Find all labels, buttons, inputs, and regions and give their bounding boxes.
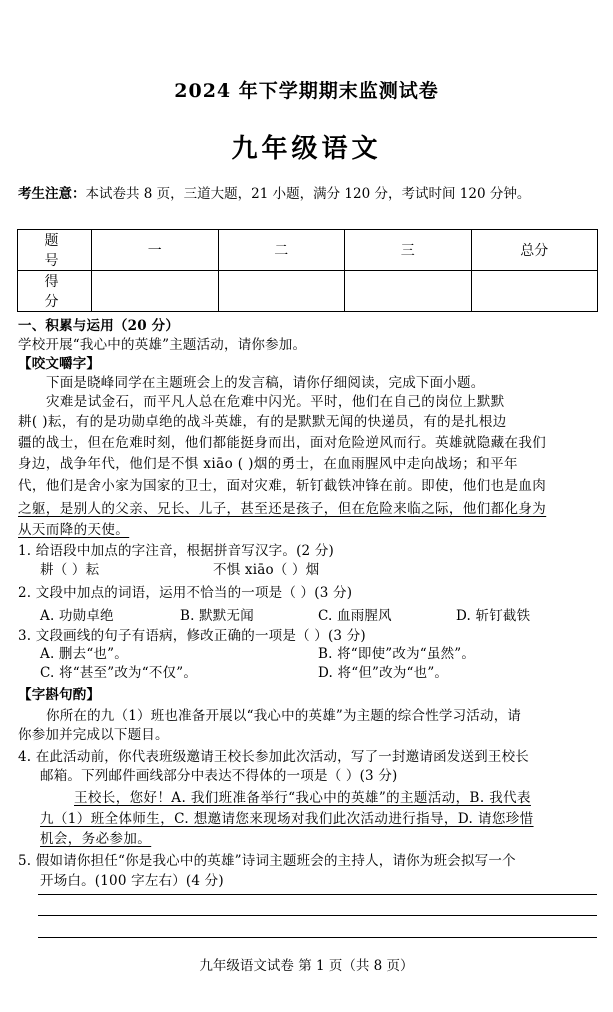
passage-line: 身边，战争年代，他们是不惧 xiāo ( )烟的勇士，在血雨腥风中走向战场；和平年 (18, 456, 518, 472)
part-title: 【字斟句酌】 (18, 687, 101, 703)
question-2-stem: 2. 文段中加点的词语，运用不恰当的一项是（ ）(3 分) (18, 585, 353, 601)
question-4-stem: 4. 在此活动前，你代表班级邀请王校长参加此次活动，写了一封邀请函发送到王校长 (18, 749, 529, 765)
score-table-cell: 三 (345, 230, 472, 271)
question-1-item-a: 耕（ ）耘 (40, 562, 100, 578)
score-table-cell: 一 (92, 230, 219, 271)
invitation-letter-line: 机会，务必参加。 (40, 831, 152, 847)
question-1-item-b: 不惧 xiāo（ ）烟 (213, 562, 320, 578)
score-table (17, 229, 598, 312)
question-3-option-c[interactable]: C. 将“甚至”改为“不仅”。 (40, 665, 198, 681)
passage-line-underlined: 之躯，是别人的父亲、兄长、儿子，甚至还是孩子，但在危险来临之际，他们都化身为 (18, 501, 547, 517)
score-input-cell[interactable] (92, 271, 219, 312)
question-2-option-a[interactable]: A. 功勋卓绝 (40, 608, 114, 624)
exam-title: 2024 年下学期期末监测试卷 (174, 80, 439, 102)
part-intro: 你所在的九（1）班也准备开展以“我心中的英雄”为主题的综合性学习活动，请 (46, 708, 522, 724)
answer-line[interactable] (38, 937, 597, 938)
invitation-letter-line: 王校长，您好！A. 我们班准备举行“我心中的英雄”的主题活动，B. 我代表 (74, 790, 531, 806)
answer-line[interactable] (38, 915, 597, 916)
invitation-letter-line: 九（1）班全体师生，C. 想邀请您来现场对我们此次活动进行指导，D. 请您珍惜 (40, 811, 534, 827)
notice-text: 本试卷共 8 页，三道大题，21 小题，满分 120 分，考试时间 120 分钟。 (85, 186, 531, 202)
subject-title: 九年级语文 (231, 134, 382, 164)
passage-line: 耕( )耘，有的是功勋卓绝的战斗英雄，有的是默默无闻的快递员，有的是扎根边 (18, 414, 507, 430)
score-table-score-row (18, 271, 598, 312)
score-table-cell: 得 分 (18, 271, 92, 312)
score-table-cell: 总分 (471, 230, 598, 271)
question-5-stem: 开场白。(100 字左右）(4 分) (40, 873, 224, 889)
question-2-option-b[interactable]: B. 默默无闻 (180, 608, 254, 624)
answer-line[interactable] (38, 894, 597, 895)
question-2-option-d[interactable]: D. 斩钉截铁 (456, 608, 531, 624)
score-input-cell[interactable] (218, 271, 345, 312)
passage-line: 疆的战士，但在危难时刻，他们都能挺身而出，面对危险逆风而行。英雄就隐藏在我们 (18, 435, 547, 451)
question-1-stem: 1. 给语段中加点的字注音，根据拼音写汉字。(2 分) (18, 543, 334, 559)
score-input-cell[interactable] (345, 271, 472, 312)
question-3-stem: 3. 文段画线的句子有语病，修改正确的一项是（ ）(3 分) (18, 628, 366, 644)
question-3-option-a[interactable]: A. 删去“也”。 (40, 646, 128, 662)
passage-line-underlined: 从天而降的天使。 (18, 522, 130, 538)
question-3-option-b[interactable]: B. 将“即使”改为“虽然”。 (318, 646, 476, 662)
candidate-notice (18, 182, 530, 202)
page-footer: 九年级语文试卷 第 1 页（共 8 页） (199, 958, 414, 974)
question-2-option-c[interactable]: C. 血雨腥风 (318, 608, 392, 624)
score-table-cell: 二 (218, 230, 345, 271)
section-intro: 学校开展“我心中的英雄”主题活动，请你参加。 (18, 337, 307, 353)
passage-line: 灾难是试金石，而平凡人总在危难中闪光。平时，他们在自己的岗位上默默 (46, 394, 505, 410)
part-intro: 下面是晓峰同学在主题班会上的发言稿，请你仔细阅读，完成下面小题。 (46, 375, 485, 391)
part-intro: 你参加并完成以下题目。 (18, 727, 169, 743)
score-table-header-row (18, 230, 598, 271)
score-table-cell: 题 号 (18, 230, 92, 271)
question-3-option-d[interactable]: D. 将“但”改为“也”。 (318, 665, 449, 681)
question-5-stem: 5. 假如请你担任“你是我心中的英雄”诗词主题班会的主持人，请你为班会拟写一个 (18, 853, 516, 869)
question-4-stem: 邮箱。下列邮件画线部分中表达不得体的一项是（ ）(3 分) (40, 768, 398, 784)
part-title: 【咬文嚼字】 (18, 356, 101, 372)
passage-line: 代，他们是舍小家为国家的卫士，面对灾难，斩钉截铁冲锋在前。即使，他们也是血肉 (18, 478, 547, 494)
section-heading: 一、积累与运用（20 分） (18, 318, 180, 334)
notice-label: 考生注意： (18, 186, 86, 202)
score-input-cell[interactable] (471, 271, 598, 312)
